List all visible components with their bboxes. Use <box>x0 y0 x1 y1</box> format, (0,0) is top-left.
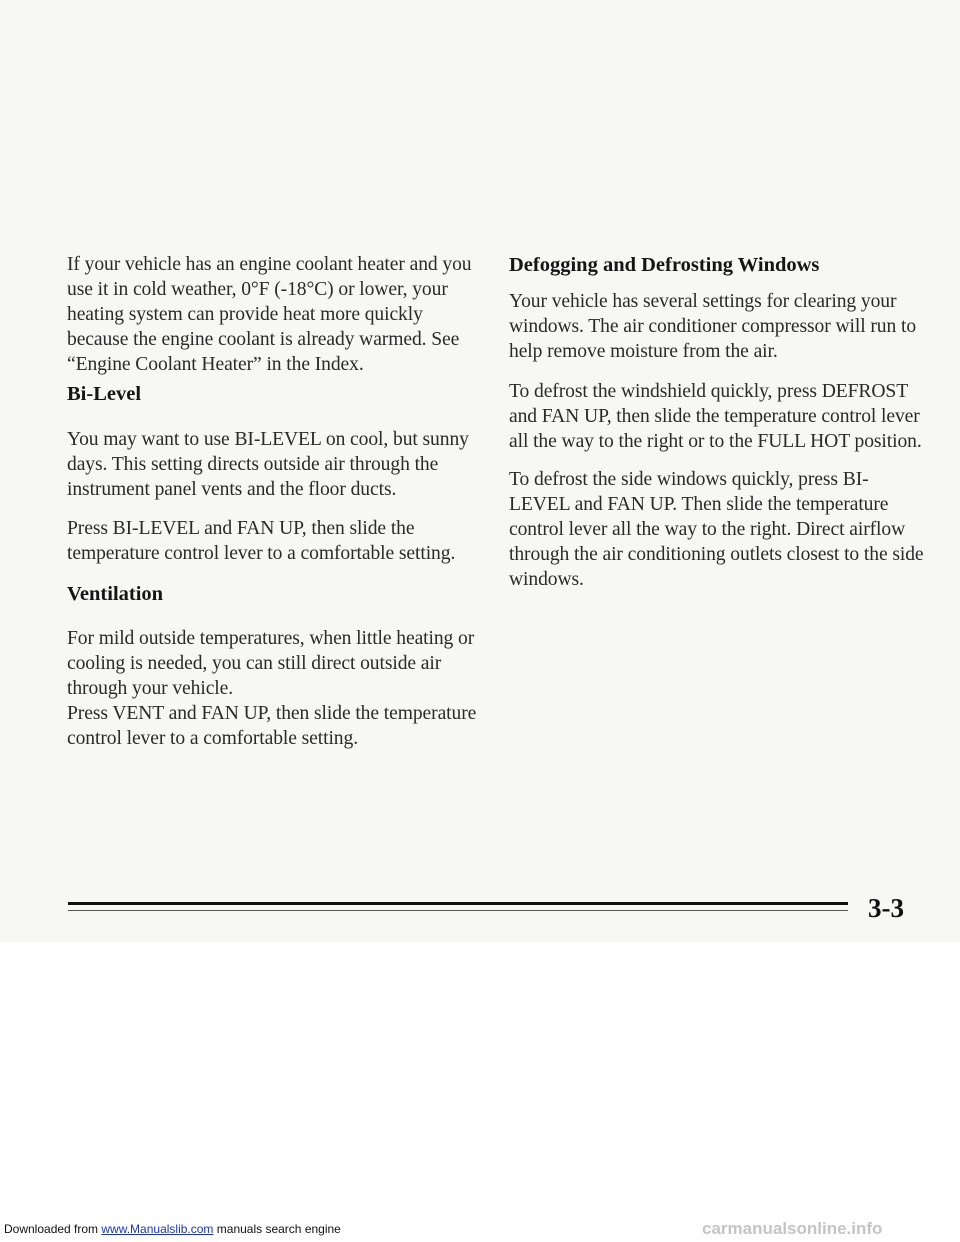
download-footer <box>4 1222 341 1236</box>
footer-rule-bottom <box>68 910 848 911</box>
bi-level-heading: Bi-Level <box>67 383 142 405</box>
manualslib-link[interactable]: www.Manualslib.com <box>101 1222 214 1236</box>
defogging-heading: Defogging and Defrosting Windows <box>509 254 820 276</box>
ventilation-description: For mild outside temperatures, when little heating or cooling is needed, you can still direct outside air through your vehicle. <box>67 628 475 699</box>
coolant-heater-paragraph: If your vehicle has an engine coolant heater and you use it in cold weather, 0°F (-18°C) or lower, your heating system can provide heat more quickly because the engine coolant is already warmed. See “Engine Coolant Heater” in the Index. <box>67 254 472 375</box>
defogging-intro-paragraph: Your vehicle has several settings for clearing your windows. The air conditioner compressor will run to help remove moisture from the air. <box>509 291 917 362</box>
bi-level-instructions: Press BI-LEVEL and FAN UP, then slide the temperature control lever to a comfortable setting. <box>67 518 456 564</box>
ventilation-heading: Ventilation <box>67 583 164 605</box>
footer-rule-top <box>68 902 848 905</box>
ventilation-instructions: Press VENT and FAN UP, then slide the temperature control lever to a comfortable setting. <box>67 703 477 749</box>
footer-prefix: Downloaded from <box>4 1222 102 1236</box>
windshield-defrost-paragraph: To defrost the windshield quickly, press DEFROST and FAN UP, then slide the temperature control lever all the way to the right or to the FULL HOT position. <box>509 381 922 452</box>
watermark-text: carmanualsonline.info <box>702 1219 883 1238</box>
footer-suffix: manuals search engine <box>213 1222 341 1236</box>
side-window-defrost-paragraph: To defrost the side windows quickly, press BI-LEVEL and FAN UP. Then slide the temperature control lever all the way to the right. Direct airflow through the air conditioning outlets closest to the side windows. <box>509 469 924 590</box>
bi-level-description: You may want to use BI-LEVEL on cool, but sunny days. This setting directs outside air through the instrument panel vents and the floor ducts. <box>67 429 469 500</box>
page-number: 3-3 <box>868 893 904 923</box>
